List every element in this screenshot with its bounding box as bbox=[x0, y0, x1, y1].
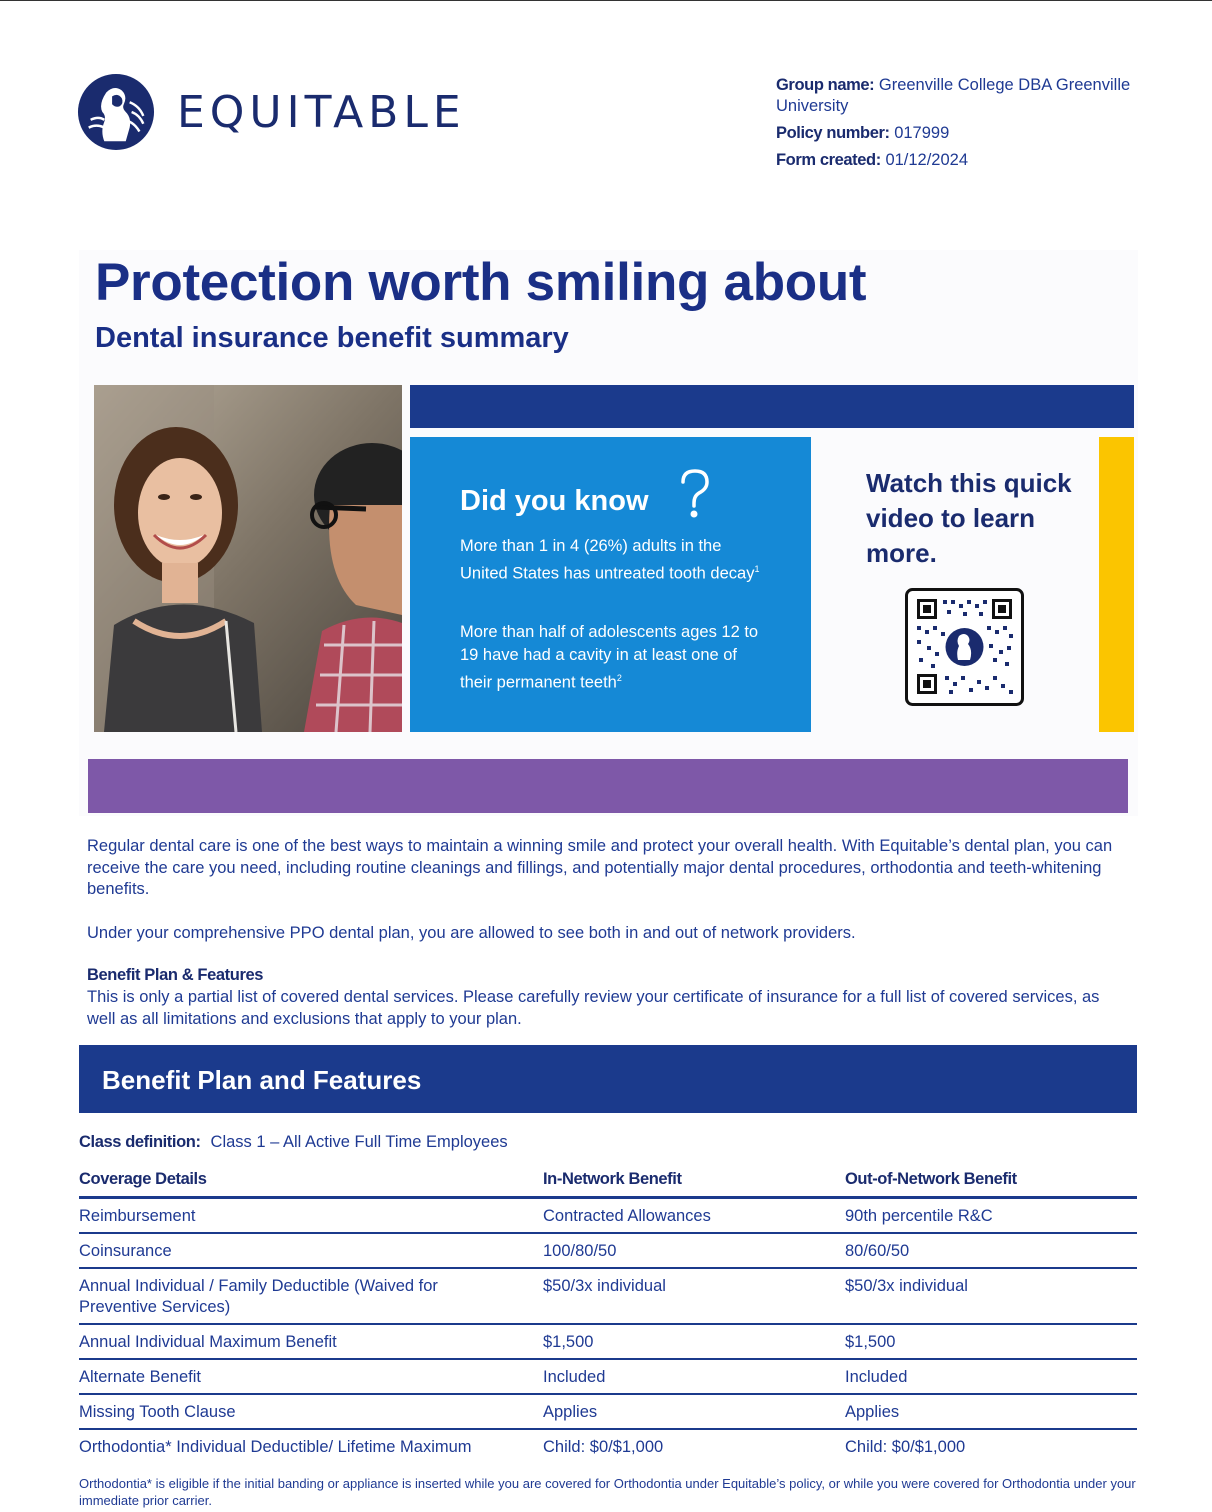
table-cell bbox=[79, 1394, 543, 1429]
table-cell bbox=[79, 1359, 543, 1394]
table-cell bbox=[79, 1324, 543, 1359]
intro-paragraph: Regular dental care is one of the best ways to maintain a winning smile and protect your overall health. With Equitable’s dental plan, you can receive the care you need, including routine cleanings and fillings, and potentially major dental procedures, orthodontia and teeth-whitening benefits. bbox=[87, 837, 1113, 898]
table-row bbox=[79, 1394, 1137, 1429]
form-created-value: 01/12/2024 bbox=[885, 151, 969, 169]
coverage-detail: Coinsurance bbox=[79, 1242, 172, 1260]
table-row bbox=[79, 1198, 1137, 1234]
table-cell: $50/3x individual bbox=[845, 1268, 1137, 1324]
class-definition-value: Class 1 – All Active Full Time Employees bbox=[210, 1133, 508, 1151]
benefits-table bbox=[79, 1170, 1137, 1463]
group-name-value: Greenville College DBA Greenville University bbox=[776, 76, 1131, 115]
coverage-detail: Orthodontia* Individual Deductible/ Lifetime Maximum bbox=[79, 1438, 472, 1456]
coverage-detail: Alternate Benefit bbox=[79, 1368, 201, 1386]
top-rule bbox=[0, 0, 1212, 1]
table-cell: Applies bbox=[543, 1394, 845, 1429]
table-row bbox=[79, 1324, 1137, 1359]
ppo-paragraph: Under your comprehensive PPO dental plan, you are allowed to see both in and out of network providers. bbox=[87, 924, 856, 942]
hero-photo bbox=[94, 385, 402, 732]
did-you-know-panel bbox=[410, 437, 811, 732]
qr-code-icon[interactable] bbox=[905, 588, 1024, 706]
equitable-logo bbox=[77, 72, 466, 152]
class-definition-label: Class definition: bbox=[79, 1133, 201, 1151]
table-cell bbox=[79, 1198, 543, 1234]
orthodontia-footnote: Orthodontia* is eligible if the initial banding or appliance is inserted while you are covered for Orthodontia under Equitable’s policy, or while you were covered for Orthodontia under your immediate prior carrier. bbox=[79, 1476, 1136, 1508]
page-subtitle: Dental insurance benefit summary bbox=[95, 322, 569, 354]
policy-number-row bbox=[776, 123, 1176, 144]
navy-accent-bar bbox=[410, 385, 1134, 428]
group-name-row bbox=[776, 75, 1176, 117]
table-cell bbox=[79, 1268, 543, 1324]
section-title: Benefit Plan and Features bbox=[102, 1065, 422, 1095]
table-cell: Included bbox=[845, 1359, 1137, 1394]
purple-accent-bar bbox=[88, 759, 1128, 813]
section-header bbox=[79, 1045, 1137, 1113]
did-you-know-fact-2 bbox=[460, 621, 760, 695]
table-row bbox=[79, 1429, 1137, 1463]
table-cell: $1,500 bbox=[845, 1324, 1137, 1359]
group-name-label: Group name: bbox=[776, 76, 875, 94]
coverage-detail: Reimbursement bbox=[79, 1207, 196, 1225]
equitable-lady-logo-icon bbox=[77, 73, 155, 151]
table-row bbox=[79, 1268, 1137, 1324]
did-you-know-fact-1 bbox=[460, 535, 760, 586]
table-row bbox=[79, 1359, 1137, 1394]
table-cell: Contracted Allowances bbox=[543, 1198, 845, 1234]
table-cell: 80/60/50 bbox=[845, 1233, 1137, 1268]
column-header: In-Network Benefit bbox=[543, 1170, 845, 1198]
features-paragraph: This is only a partial list of covered dental services. Please carefully review your certificate of insurance for a full list of covered services, as well as all limitations and exclusions that apply to your plan. bbox=[87, 988, 1100, 1028]
coverage-detail: Missing Tooth Clause bbox=[79, 1403, 236, 1421]
coverage-detail: Annual Individual / Family Deductible (Waived for Preventive Services) bbox=[79, 1277, 438, 1316]
smiling-people-photo bbox=[94, 385, 402, 732]
table-cell: $50/3x individual bbox=[543, 1268, 845, 1324]
form-created-label: Form created: bbox=[776, 151, 881, 169]
class-definition bbox=[79, 1133, 508, 1152]
table-cell: Included bbox=[543, 1359, 845, 1394]
coverage-detail: Annual Individual Maximum Benefit bbox=[79, 1333, 337, 1351]
brand-name: EQUITABLE bbox=[177, 86, 466, 138]
fact-1-text: More than 1 in 4 (26%) adults in the United States has untreated tooth decay bbox=[460, 537, 755, 583]
table-cell: Child: $0/$1,000 bbox=[543, 1438, 664, 1456]
fact-2-footnote-ref: 2 bbox=[616, 673, 622, 683]
table-cell: Child: $0/$1,000 bbox=[845, 1438, 966, 1456]
form-created-row bbox=[776, 150, 1176, 171]
page-title: Protection worth smiling about bbox=[95, 253, 867, 312]
question-mark-icon bbox=[678, 467, 712, 519]
yellow-accent-bar bbox=[1099, 437, 1134, 732]
table-row bbox=[79, 1233, 1137, 1268]
column-header: Out-of-Network Benefit bbox=[845, 1170, 1137, 1198]
table-cell bbox=[79, 1233, 543, 1268]
table-cell: 100/80/50 bbox=[543, 1233, 845, 1268]
column-header: Coverage Details bbox=[79, 1170, 543, 1198]
table-cell: Applies bbox=[845, 1394, 1137, 1429]
table-cell bbox=[79, 1429, 543, 1463]
did-you-know-title: Did you know bbox=[460, 485, 649, 517]
watch-video-text: Watch this quick video to learn more. bbox=[866, 468, 1072, 568]
policy-number-label: Policy number: bbox=[776, 124, 890, 142]
table-cell: $1,500 bbox=[543, 1324, 845, 1359]
fact-2-text: More than half of adolescents ages 12 to 19 have had a cavity in at least one of their permanent teeth bbox=[460, 623, 759, 692]
policy-number-value: 017999 bbox=[894, 124, 950, 142]
document-meta bbox=[776, 75, 1176, 177]
fact-1-footnote-ref: 1 bbox=[754, 564, 760, 574]
table-cell: 90th percentile R&C bbox=[845, 1198, 1137, 1234]
table-header-row bbox=[79, 1170, 1137, 1198]
features-heading: Benefit Plan & Features bbox=[87, 966, 264, 984]
